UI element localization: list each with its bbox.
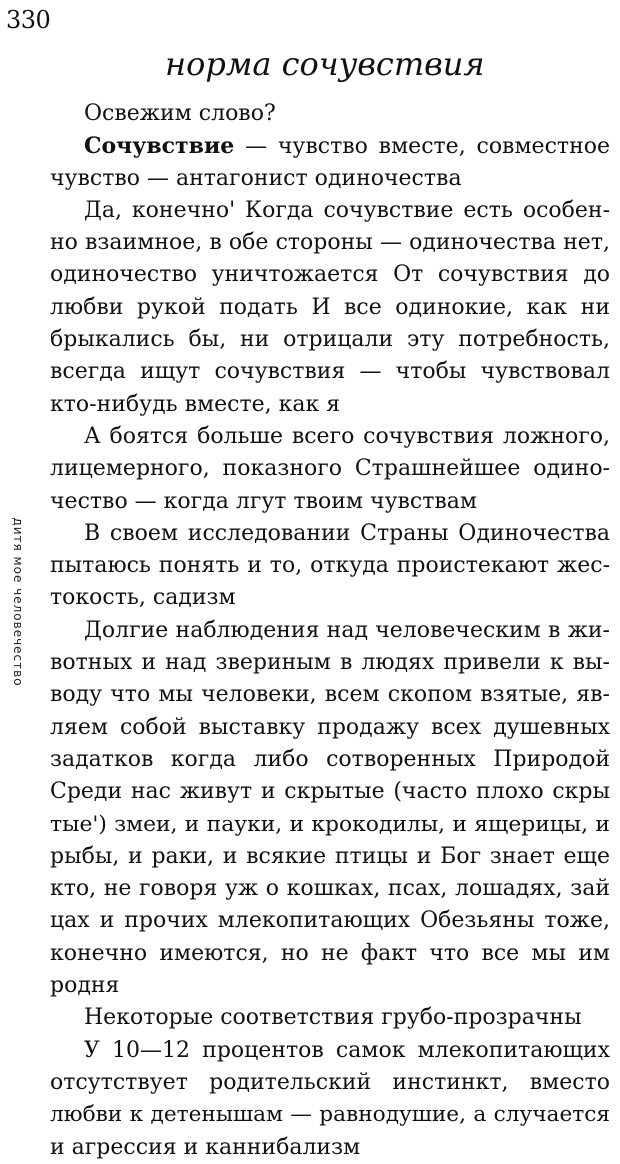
- text-line: Долгие наблюдения над человеческим в жи-: [84, 617, 610, 643]
- text-line: А боятся больше всего сочувствия ложного,: [84, 423, 610, 449]
- text-line: Некоторые соответствия грубо-прозрачны: [84, 1005, 582, 1031]
- text-line: отсутствует родительский инстинкт, вместо: [50, 1069, 610, 1095]
- text-line: лицемерного, показного Страшнейшее одино-: [50, 456, 610, 482]
- text-line: кто, не говоря уж о кошках, псах, лошадях, зай: [50, 876, 610, 902]
- text-line: чувство — антагонист одиночества: [50, 165, 462, 191]
- text-line: любви к детенышам — равнодушие, а случается: [50, 1102, 610, 1128]
- text-line: цах и прочих млекопитающих Обезьяны тоже,: [50, 908, 610, 934]
- running-title: дитя мое человечество: [11, 517, 25, 687]
- text-line: конечно имеются, но не факт что все мы им: [50, 940, 610, 966]
- text-line: воду что мы человеки, всем скопом взятые, яв-: [50, 682, 610, 708]
- text-line: пытаюсь понять и то, откуда проистекают жес-: [50, 553, 610, 579]
- text-line: Да, конечно' Когда сочувствие есть особен-: [84, 197, 610, 223]
- text-line: вотных и над звериным в людях привели к вы-: [50, 650, 610, 676]
- text-line: В своем исследовании Страны Одиночества: [84, 520, 610, 546]
- text-line: одиночество уничтожается От сочувствия до: [50, 262, 610, 288]
- text-line: кто-нибудь вместе, как я: [50, 391, 341, 417]
- chapter-header: норма сочувствия: [165, 45, 485, 83]
- text-line: но взаимное, в обе стороны — одиночества нет,: [50, 230, 610, 256]
- body-text: [50, 98, 610, 1164]
- text-line: всегда ищут сочувствия — чтобы чувствовал: [50, 359, 610, 385]
- bold-term: Сочувствие: [84, 133, 235, 160]
- text-line: тые') змеи, и пауки, и крокодилы, и ящерицы, и: [50, 811, 610, 837]
- text-line: Среди нас живут и скрытые (часто плохо скры: [50, 779, 610, 805]
- text-line: и агрессия и каннибализм: [50, 1134, 361, 1160]
- text-line: брыкались бы, ни отрицали эту потребность,: [50, 327, 610, 353]
- text-line: Освежим слово?: [84, 101, 276, 126]
- text-line: чество — когда лгут твоим чувствам: [50, 488, 478, 514]
- text-line: родня: [50, 973, 120, 999]
- page-number: 330: [6, 6, 51, 34]
- text-line: ляем собой выставку продажу всех душевных: [50, 714, 610, 740]
- text-line: У 10—12 процентов самок млекопитающих: [84, 1037, 610, 1063]
- text-line: токость, садизм: [50, 585, 236, 611]
- text-line: любви рукой подать И все одинокие, как ни: [50, 294, 610, 320]
- text-line: Сочувствие — чувство вместе, совместное: [84, 133, 610, 160]
- text-line: рыбы, и раки, и всякие птицы и Бог знает еще: [50, 843, 610, 869]
- text-line: задатков когда либо сотворенных Природой: [50, 746, 610, 772]
